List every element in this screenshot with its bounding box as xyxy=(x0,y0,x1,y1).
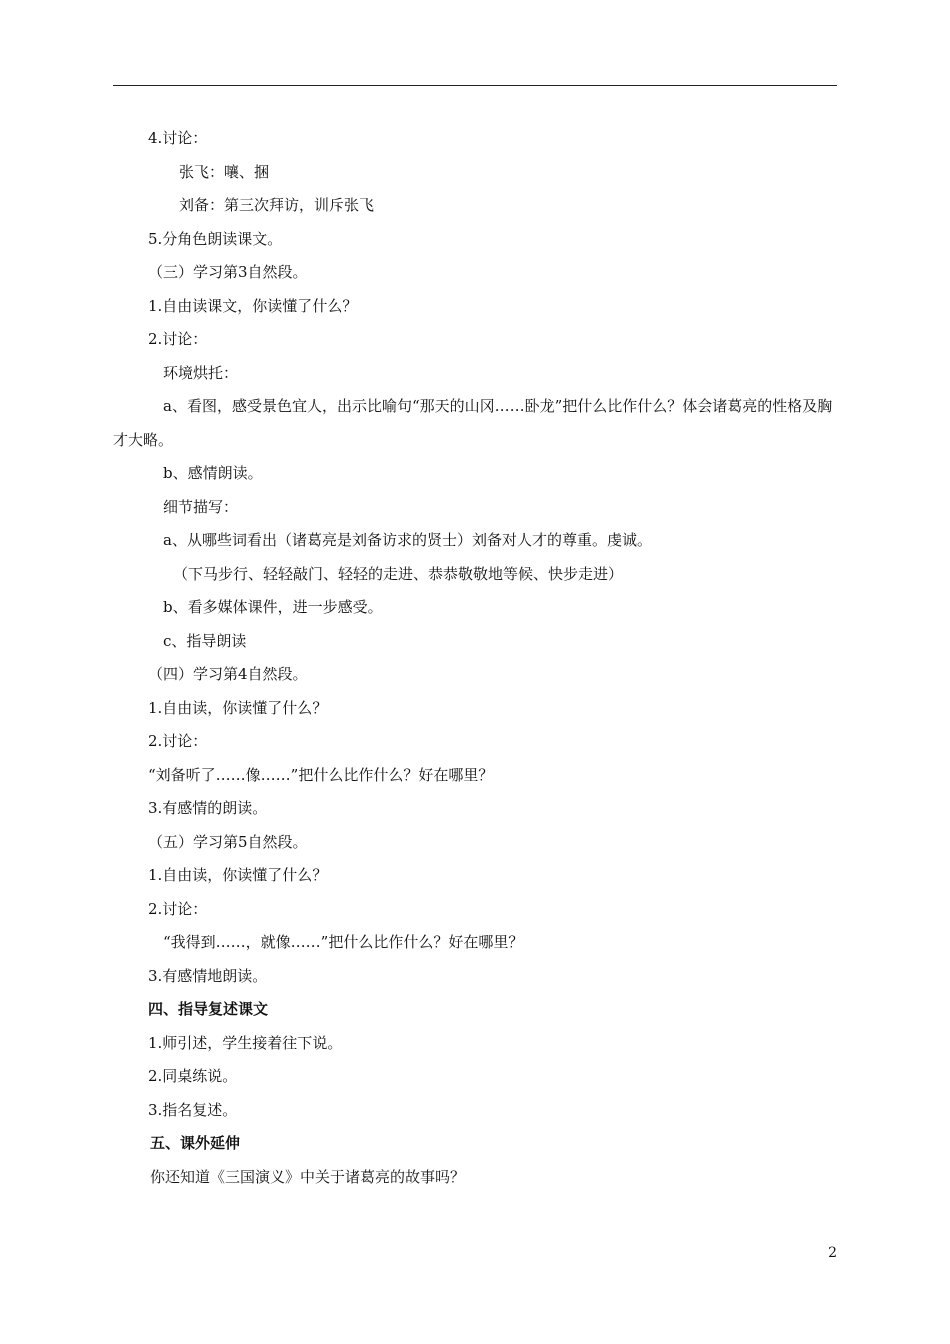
text-paragraph: a、看图，感受景色宜人，出示比喻句“那天的山冈……卧龙”把什么比作什么？体会诸葛亮的性格及胸才大略。 xyxy=(113,397,833,449)
section-heading: （五）学习第5自然段。 xyxy=(148,832,308,851)
section-heading: （四）学习第4自然段。 xyxy=(148,665,308,683)
text-line: 1.自由读，你读懂了什么？ xyxy=(148,866,328,884)
section-heading: 四、指导复述课文 xyxy=(148,1000,269,1018)
text-line: 2.讨论： xyxy=(148,732,208,750)
text-line: a、从哪些词看出（诸葛亮是刘备访求的贤士）刘备对人才的尊重。虔诚。 xyxy=(163,531,652,549)
text-line: 你还知道《三国演义》中关于诸葛亮的故事吗？ xyxy=(150,1167,466,1186)
text-line: 环境烘托： xyxy=(163,363,239,382)
text-line: b、感情朗读。 xyxy=(163,464,263,482)
text-line: 1.自由读，你读懂了什么？ xyxy=(148,698,328,717)
text-line: 细节描写： xyxy=(163,497,239,516)
section-heading: 五、课外延伸 xyxy=(150,1134,241,1152)
text-line: 刘备：第三次拜访，训斥张飞 xyxy=(179,196,375,214)
page-number: 2 xyxy=(828,1245,837,1261)
text-line: 张飞：嚷、捆 xyxy=(179,162,270,181)
text-line: “刘备听了……像……”把什么比作什么？好在哪里？ xyxy=(148,765,494,784)
text-line: 3.有感情的朗读。 xyxy=(148,799,268,817)
text-line: c、指导朗读 xyxy=(163,631,247,650)
text-line: 3.指名复述。 xyxy=(148,1100,238,1119)
document-body xyxy=(113,122,837,1194)
text-line: 2.讨论： xyxy=(148,330,208,348)
text-line: “我得到……，就像……”把什么比作什么？好在哪里？ xyxy=(163,933,524,951)
text-line: 2.讨论： xyxy=(148,899,208,918)
header-rule xyxy=(113,85,837,86)
text-line: 2.同桌练说。 xyxy=(148,1067,238,1085)
text-line: 1.师引述，学生接着往下说。 xyxy=(148,1033,343,1052)
section-heading: （三）学习第3自然段。 xyxy=(148,263,308,281)
text-line: 1.自由读课文，你读懂了什么？ xyxy=(148,296,358,315)
text-line: 3.有感情地朗读。 xyxy=(148,966,268,985)
text-line: （下马步行、轻轻敲门、轻轻的走进、恭恭敬敬地等候、快步走进） xyxy=(173,564,624,583)
text-line: 4.讨论： xyxy=(148,129,208,147)
text-line: 5.分角色朗读课文。 xyxy=(148,229,283,248)
text-line: b、看多媒体课件，进一步感受。 xyxy=(163,598,383,616)
